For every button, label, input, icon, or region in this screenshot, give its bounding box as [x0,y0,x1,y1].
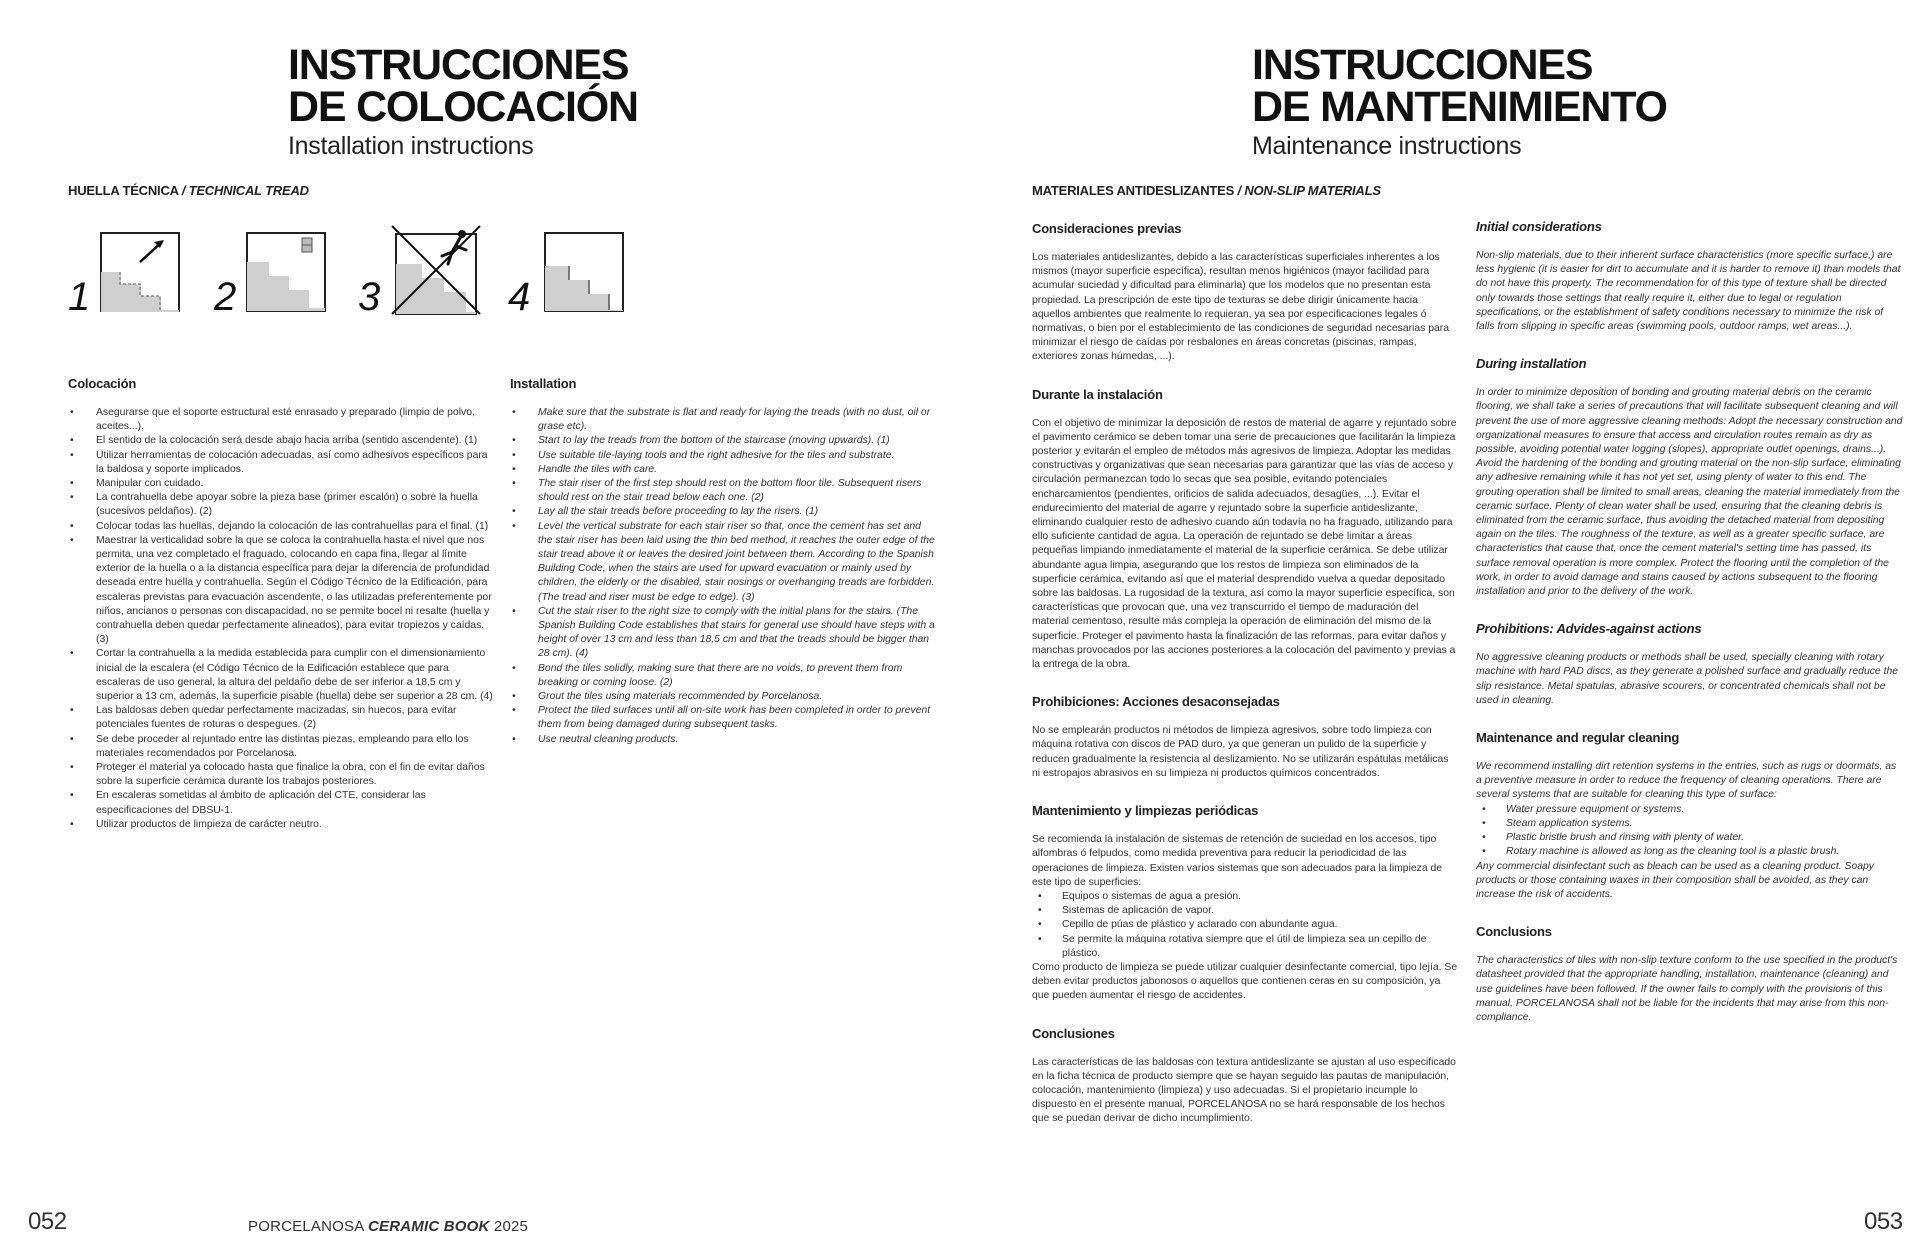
initial-section [1476,219,1904,334]
list-item: • Se debe proceder al rejuntado entre las distintas piezas, empleando para ello los materiales recomendados por Porcelanosa. [68,733,496,761]
list-item: • Lay all the stair treads before proceeding to lay the risers. (1) [510,505,938,519]
step-4 [508,222,628,322]
list-item: • Start to lay the treads from the bottom of the staircase (moving upwards). (1) [510,434,938,448]
right-page-title: INSTRUCCIONES DE MANTENIMIENTO [1252,41,1667,131]
page-number-left: 052 [28,1208,67,1235]
list-item: • Se permite la máquina rotativa siempre que el útil de limpieza sea un cepillo de plástico. [1032,933,1458,961]
list-item: • El sentido de la colocación será desde abajo hacia arriba (sentido ascendente). (1) [68,434,496,448]
previas-text: Los materiales antideslizantes, debido a las características superficiales inherentes a los mismos (mayor superficie específica), resultan menos higiénicos (mayor facilidad para acumular suciedad y dificultad para eliminarla) que los modelos que no presentan esta propiedad. La prescripción de este tipo de texturas se debe dirigir únicamente hacia aquellos ambientes que realmente lo requieran, ya sea por especificaciones legales ó normativas, o bien por el establecimiento de las condiciones de seguridad necesarias para minimizar el riesgo de caídas por resbalones en áreas concretas (piscinas, rampas, exteriores zonas húmedas, ...). [1032,252,1450,363]
footer-brand: PORCELANOSA CERAMIC BOOK 2025 [248,1218,529,1235]
prohibiciones-text: No se emplearán productos ni métodos de limpieza agresivos, sobre todo limpieza con máquina rotativa con discos de PAD duro, ya que generan un pulido de la superficie y reducen gradualmente la resistencia al deslizamiento. No se utilizarán espátulas metálicas ni estropajos abrasivos en su limpieza ni productos químicos concentrados. [1032,725,1449,779]
list-item: • Level the vertical substrate for each stair riser so that, once the cement has set and the stair riser has been laid using the thin bed method, it reaches the outer edge of the stair tread above it or leaves the desired joint between them. According to the Spanish Building Code, when the stairs are used for upward evacuation or mainly used by children, the elderly or the disabled, stair nosings or overhanging treads are forbidden. (The tread and riser must be edge to edge). (3) [510,520,938,605]
stair-cut-riser-icon [544,232,624,312]
conclusiones-text: Las características de las baldosas con textura antideslizante se ajustan al uso especificado en la ficha técnica de producto siempre que se hayan seguido las pautas de manipulación, colocación, mantenimiento (limpieza) y uso adecuadas. Si el propietario incumple lo dispuesto en el presente manual, PORCELANOSA no se hará responsable de los hechos que se puedan derivar de dicho incumplimiento. [1032,1056,1456,1125]
step-2 [208,222,328,322]
list-item: • La contrahuella debe apoyar sobre la pieza base (primer escalón) o sobre la huella (sucesivos peldaños). (2) [68,491,496,519]
colocacion-column [68,376,496,832]
mantenimiento-heading: Mantenimiento y limpiezas periódicas [1032,803,1259,819]
maintenance-section [1476,730,1904,902]
step-number: 4 [508,275,531,319]
conclusiones-section [1032,1026,1458,1127]
right-page-subtitle: Maintenance instructions [1252,132,1522,160]
list-item: • Steam application systems. [1476,817,1904,831]
left-page-title: INSTRUCCIONES DE COLOCACIÓN [288,41,638,131]
list-item: • Maestrar la verticalidad sobre la que se coloca la contrahuella hasta el nivel que nos permita, una vez completado el fraguado, colocando en capa fina, llegar al límite exterior de la huella o a la distancia específica para dejar la diferencia de profundidad deseada entre huella y contrahuella. Según el Código Técnico de la Edificación, para escaleras previstas para evacuación ascendente, o las utilizadas preferentemente por niños, ancianos o personas con discapacidad, no se permite bocel ni resalte (huella y contrahuella deben quedar perfectamente alineados), para evitar tropiezos y caídas. (3) [68,534,496,648]
maintenance-text: We recommend installing dirt retention systems in the entries, such as rugs or doormats, as a preventive measure in order to reduce the frequency of cleaning operations. There are several systems that are suitable for cleaning this type of surface: [1476,761,1897,801]
list-item: • Handle the tiles with care. [510,463,938,477]
mantenimiento-text-2: Como producto de limpieza se puede utilizar cualquier desinfectante comercial, tipo lejía. Se deben evitar productos jabonosos o aquellos que contienen ceras en su composición, ya que pueden aumentar el riesgo de accidentes. [1032,961,1458,1002]
list-item: • Plastic bristle brush and rinsing with plenty of water. [1476,831,1904,845]
list-item: • Utilizar productos de limpieza de carácter neutro. [68,818,496,832]
installation-list [510,406,938,747]
mantenimiento-text: Se recomienda la instalación de sistemas de retención de suciedad en los accesos, tipo alfombras ó felpudos, como medida preventiva para reducir la periodicidad de las operaciones de limpieza. Existen varios sistemas que son adecuados para la limpieza de este tipo de superficies: [1032,834,1443,888]
prohibitions-section [1476,621,1904,708]
stair-steps-diagram [68,222,628,322]
colocacion-list [68,406,496,832]
list-item: • Utilizar herramientas de colocación adecuadas, así como adhesivos específicos para la baldosa y soporte implicados. [68,449,496,477]
list-item: • Cortar la contrahuella a la medida establecida para cumplir con el dimensionamiento inicial de la escalera (el Código Técnico de la Edificación establece que para escaleras de uso general, la altura del peldaño debe de ser inferior a 18,5 cm y superior a 13 cm, además, la superficie pisable (huella) debe ser superior a 28 cm. (4) [68,647,496,704]
step-1 [68,222,188,322]
prohibiciones-heading: Prohibiciones: Acciones desaconsejadas [1032,694,1280,710]
spanish-maintenance-column [1032,221,1458,1149]
english-maintenance-column [1476,219,1904,1047]
step-number: 2 [214,275,237,319]
durante-heading: Durante la instalación [1032,386,1163,402]
durante-text: Con el objetivo de minimizar la deposición de restos de material de agarre y rejuntado sobre el pavimento cerámico se deben tomar una serie de precauciones que facilitarán la limpieza posterior y evitarán el empleo de métodos más agresivos de limpieza. Adoptar las medidas constructivas y organizativas que sean necesarias para garantizar que las vías de acceso y circulación permanezcan todo lo secas que sea posible, evitando potenciales encharcamientos (pendientes, orificios de salida adecuados, desagües, ...). Evitar el endurecimiento del material de agarre y rejuntado sobre la superficie antideslizante, eliminando cualquier resto de adhesivo cuando aún todavía no ha fraguado, utilizando para ello suficiente cantidad de agua. La operación de rejuntado se debe limitar a áreas pequeñas limpiando inmediatamente el material de la superficie cerámica. Se debe utilizar abundante agua limpia, asegurando que los restos de limpieza son eliminados de la superficie cerámica, evitando así que el material desprendido vuelva a quedar depositado sobre las baldosas. La rugosidad de la textura, así como la mayor superficie específica, son características que provocan que, una vez transcurrido el tiempo de maduración del material cementoso, resulte más compleja la operación de eliminación del mismo de la superficie. Proteger el pavimento hasta la finalización de las reformas, para evitar daños y manchas provocados por las acciones posteriores a la colocación del pavimento y previas a la entrega de la obra. [1032,417,1457,671]
conclusions-text: The characteristics of tiles with non-slip texture conform to the use specified in the product's datasheet provided that the appropriate handling, installation, maintenance (cleaning) and use guidelines have been followed. If the owner fails to comply with the provisions of this manual, PORCELANOSA shall not be liable for the incidents that may arise from this non-compliance. [1476,955,1898,1023]
list-item: • Colocar todas las huellas, dejando la colocación de las contrahuellas para el final. (1) [68,520,496,534]
list-item: • Cepillo de púas de plástico y aclarado con abundante agua. [1032,918,1458,932]
maintenance-text-2: Any commercial disinfectant such as bleach can be used as a cleaning product. Soapy products or those containing waxes in their composition shall be avoided, as they can increase the risk of accidents. [1476,860,1874,900]
installation-heading: Installation [510,376,577,391]
initial-heading: Initial considerations [1476,219,1602,234]
mantenimiento-section [1032,803,1458,1003]
right-section-label: MATERIALES ANTIDESLIZANTES / NON-SLIP MATERIALS [1032,183,1381,198]
left-section-label: HUELLA TÉCNICA / TECHNICAL TREAD [68,183,309,198]
page-number-right: 053 [1864,1208,1903,1235]
conclusions-section [1476,924,1904,1025]
previas-heading: Consideraciones previas [1032,221,1182,236]
forbidden-nosing-icon [390,224,482,316]
stair-riser-icon [246,232,326,312]
list-item: • Make sure that the substrate is flat and ready for laying the treads (with no dust, oil or grase etc). [510,406,938,434]
list-item: • The stair riser of the first step should rest on the bottom floor tile. Subsequent risers should rest on the stair tread below each one. (2) [510,477,938,505]
maintenance-heading: Maintenance and regular cleaning [1476,730,1680,746]
list-item: • Use neutral cleaning products. [510,733,938,747]
list-item: • Grout the tiles using materials recommended by Porcelanosa. [510,690,938,704]
list-item: • Proteger el material ya colocado hasta que finalice la obra, con el fin de evitar daños sobre la superficie cerámica durante los trabajos posteriores. [68,761,496,789]
maintenance-list [1476,803,1904,860]
list-item: • Equipos o sistemas de agua a presión. [1032,890,1458,904]
list-item: • Bond the tiles solidly, making sure that there are no voids, to prevent them from breaking or coming loose. (2) [510,662,938,690]
prohibitions-text: No aggressive cleaning products or methods shall be used, specially cleaning with rotary machine with hard PAD discs, as they generate a polished surface and gradually reduce the slip resistance. Metal spatulas, abrasive scourers, or concentrated chemicals shall not be used in cleaning. [1476,652,1899,706]
step-number: 1 [68,275,91,319]
left-page-subtitle: Installation instructions [288,132,534,160]
installation-column [510,376,938,747]
colocacion-heading: Colocación [68,376,137,391]
list-item: • Manipular con cuidado. [68,477,496,491]
step-3 [358,222,488,322]
right-page [960,0,1920,1257]
list-item: • Water pressure equipment or systems. [1476,803,1904,817]
list-item: • Use suitable tile-laying tools and the right adhesive for the tiles and substrate. [510,449,938,463]
list-item: • En escaleras sometidas al ámbito de aplicación del CTE, considerar las especificaciones del DBSU-1. [68,789,496,817]
list-item: • Sistemas de aplicación de vapor. [1032,904,1458,918]
prohibiciones-section [1032,694,1458,781]
durante-section [1032,387,1458,673]
conclusions-heading: Conclusions [1476,924,1552,940]
previas-section [1032,221,1458,365]
during-section [1476,356,1904,599]
during-heading: During installation [1476,356,1587,372]
list-item: • Protect the tiled surfaces until all on-site work has been completed in order to prevent them from being damaged during subsequent tasks. [510,704,938,732]
list-item: • Las baldosas deben quedar perfectamente macizadas, sin huecos, para evitar potenciales fuentes de roturas o despegues. (2) [68,704,496,732]
conclusiones-heading: Conclusiones [1032,1025,1115,1041]
mantenimiento-list [1032,890,1458,961]
initial-text: Non-slip materials, due to their inherent surface characteristics (more specific surface,) are less hygienic (it is easier for dirt to accumulate and it is harder to remove it) than models that do not have this property. The recommendation for of this type of texture shall be directed only towards those settings that really require it, either due to legal or regulation specifications, or the establishment of safety conditions necessary to minimize the risk of falls from slipping in specific areas (swimming pools, outdoor ramps, wet areas...). [1476,250,1901,333]
step-number: 3 [358,275,381,319]
prohibitions-heading: Prohibitions: Advides-against actions [1476,621,1702,637]
during-text: In order to minimize deposition of bonding and grouting material debris on the ceramic flooring, we shall take a series of precautions that will facilitate subsequent cleaning and will prevent the use of more aggressive cleaning methods: Adopt the necessary construction and organizational measures to ensure that access and circulation routes remain as dry as possible, avoiding potential water logging (slopes), appropriate outlet openings, drains...). Avoid the hardening of the bonding and grouting material on the non-slip surface, eliminating any adhesive remaining while it has not yet set, using plenty of water to this end. The grouting operation shall be limited to small areas, cleaning the material immediately from the ceramic surface. Plenty of clean water shall be used, ensuring that the cleaning debris is eliminated from the ceramic surface, thus avoiding the detached material from depositing again on the tiles. The roughness of the texture, as well as a greater specific surface, are characteristics that cause that, once the cement material's setting time has passed, its surface removal operation is more complex. Protect the flooring until the completion of the work, in order to avoid damage and stains caused by actions subsequent to the flooring installation and prior to the delivery of the work. [1476,387,1903,598]
list-item: • Rotary machine is allowed as long as the cleaning tool is a plastic brush. [1476,845,1904,859]
stair-lay-upward-icon [100,232,180,312]
list-item: • Cut the stair riser to the right size to comply with the initial plans for the stairs. (The Spanish Building Code establishes that stairs for general use should have steps with a height of over 13 cm and less than 18,5 cm and that the treads should be bigger than 28 cm). (4) [510,605,938,662]
list-item: • Asegurarse que el soporte estructural esté enrasado y preparado (limpio de polvo, aceites...). [68,406,496,434]
